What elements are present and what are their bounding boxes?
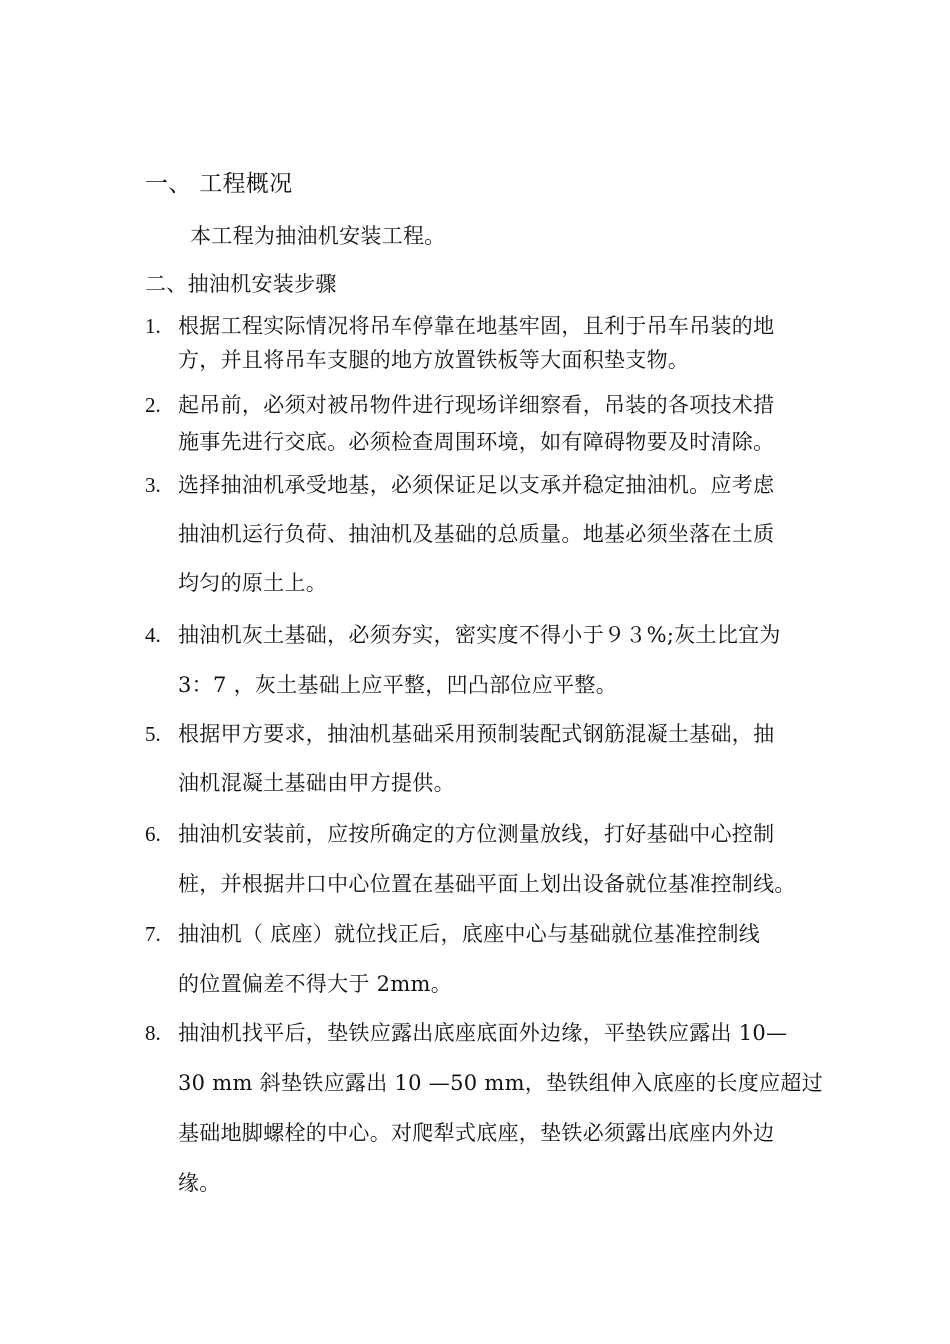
list-item-line: 抽油机安装前，应按所确定的方位测量放线，打好基础中心控制	[178, 822, 775, 846]
list-item-line: 选择抽油机承受地基，必须保证足以支承并稳定抽油机。应考虑	[178, 473, 775, 497]
list-item-line: 根据甲方要求，抽油机基础采用预制装配式钢筋混凝土基础，抽	[178, 722, 775, 746]
list-item-line: 方，并且将吊车支腿的地方放置铁板等大面积垫支物。	[178, 348, 690, 372]
list-item-line: 抽油机（ 底座）就位找正后，底座中心与基础就位基准控制线	[178, 922, 761, 946]
list-item-line: 的位置偏差不得大于 2mm。	[178, 972, 453, 996]
list-item-number: 5.	[145, 722, 161, 746]
list-item-line: 起吊前，必须对被吊物件进行现场详细察看，吊装的各项技术措	[178, 393, 775, 417]
list-item-line: 根据工程实际情况将吊车停靠在地基牢固，且利于吊车吊装的地	[178, 314, 775, 338]
list-item-line: 3：7 ，灰土基础上应平整，凹凸部位应平整。	[178, 673, 617, 697]
list-item-line: 抽油机运行负荷、抽油机及基础的总质量。地基必须坐落在土质	[178, 522, 775, 546]
list-item-number: 8.	[145, 1021, 161, 1045]
list-item-number: 3.	[145, 473, 161, 497]
list-item-line: 基础地脚螺栓的中心。对爬犁式底座，垫铁必须露出底座内外边	[178, 1121, 775, 1145]
list-item-line: 均匀的原土上。	[178, 571, 328, 595]
list-item-number: 1.	[145, 314, 161, 338]
list-item-line: 桩，并根据井口中心位置在基础平面上划出设备就位基准控制线。	[178, 872, 796, 896]
list-item-line: 抽油机灰土基础，必须夯实，密实度不得小于９３%;灰土比宜为	[178, 623, 781, 647]
section1-paragraph: 本工程为抽油机安装工程。	[190, 224, 446, 248]
list-item-number: 6.	[145, 822, 161, 846]
list-item-number: 7.	[145, 922, 161, 946]
list-item-number: 2.	[145, 393, 161, 417]
list-item-line: 缘。	[178, 1171, 221, 1195]
list-item-line: 油机混凝土基础由甲方提供。	[178, 771, 455, 795]
section1-heading	[145, 170, 292, 198]
section1-heading-text: 一、 工程概况	[145, 171, 293, 197]
list-item-line: 施事先进行交底。必须检查周围环境，如有障碍物要及时清除。	[178, 430, 775, 454]
list-item-number: 4.	[145, 623, 161, 647]
list-item-line: 抽油机找平后，垫铁应露出底座底面外边缘，平垫铁应露出 10—	[178, 1021, 788, 1045]
list-item-line: 30 mm 斜垫铁应露出 10 —50 mm，垫铁组伸入底座的长度应超过	[178, 1071, 823, 1095]
section2-heading: 二、抽油机安装步骤	[145, 272, 337, 296]
